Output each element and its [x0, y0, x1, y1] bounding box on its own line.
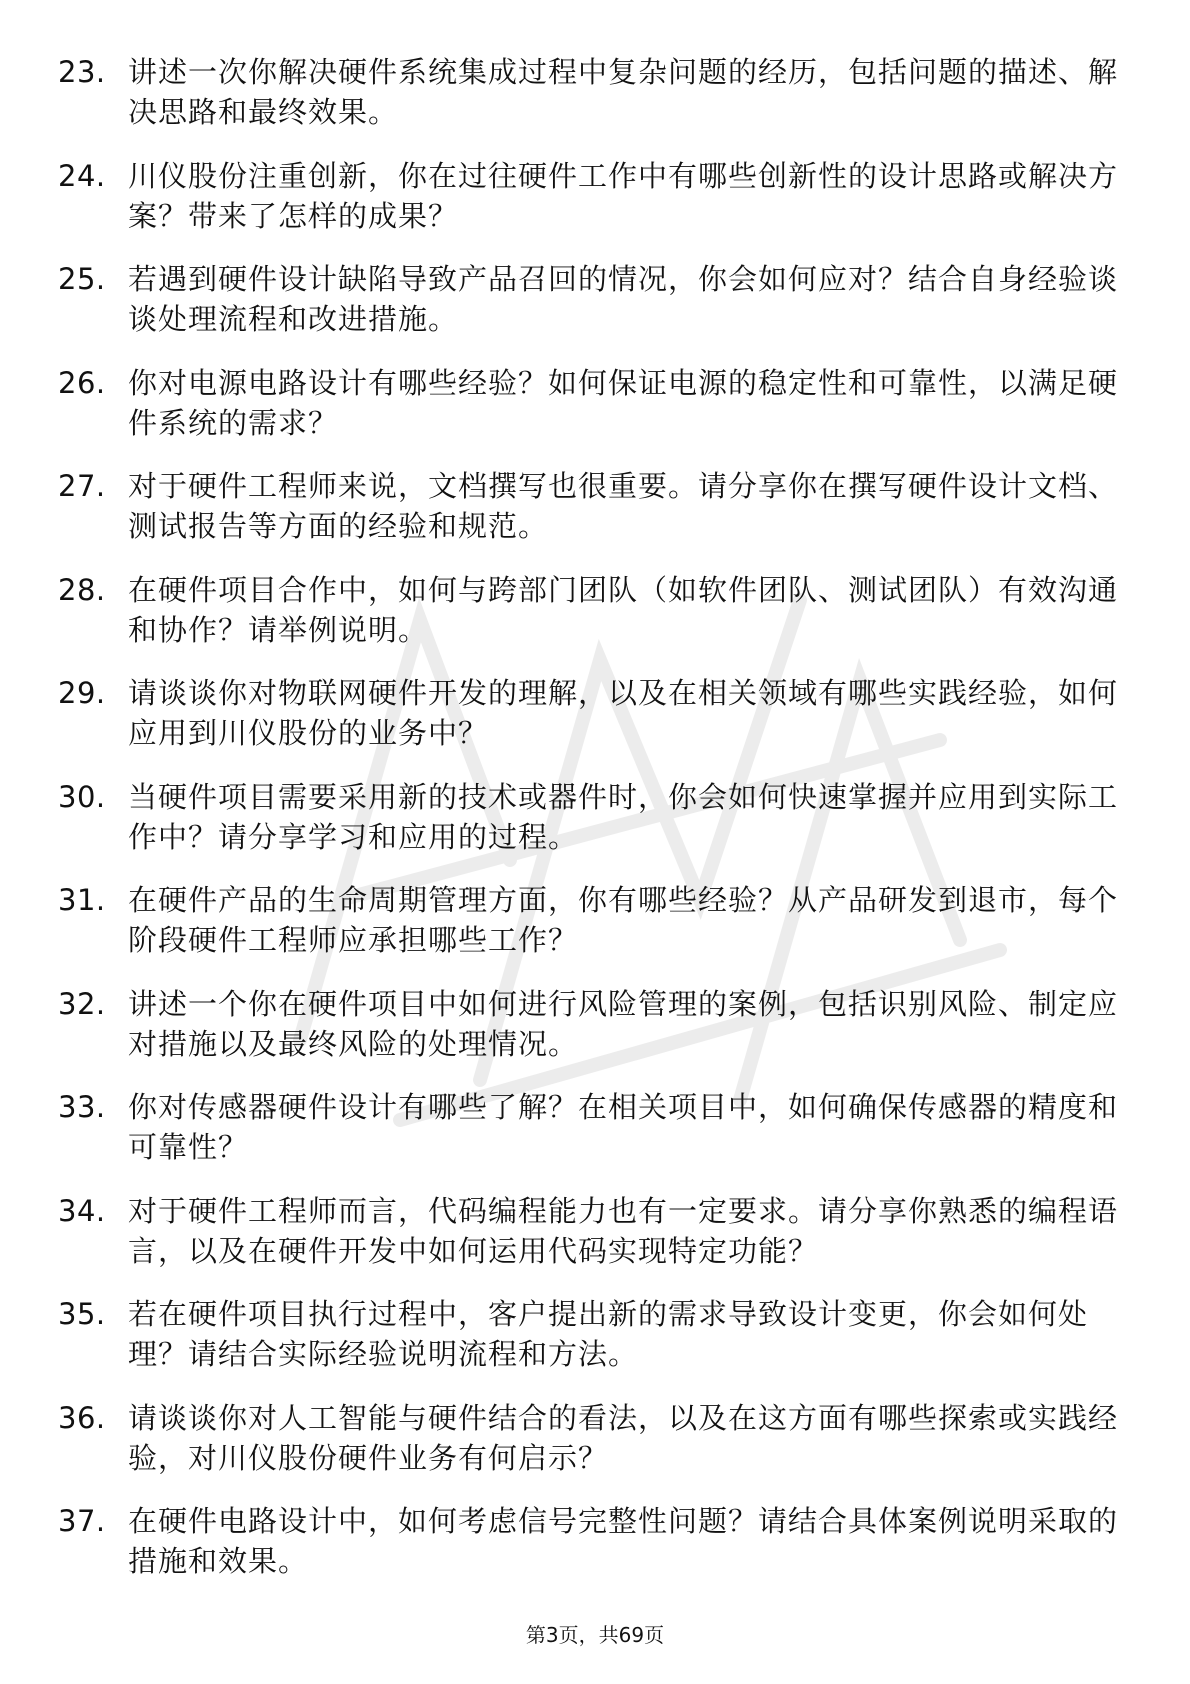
- question-item: [0, 52, 1190, 156]
- question-text: 讲述一个你在硬件项目中如何进行风险管理的案例，包括识别风险、制定应对措施以及最终风险的处理情况。: [128, 986, 1119, 1061]
- question-number: 36.: [58, 1400, 106, 1435]
- question-item: [0, 1087, 1190, 1191]
- question-list: [0, 52, 1190, 1605]
- question-number: 31.: [58, 883, 106, 917]
- question-text: 当硬件项目需要采用新的技术或器件时，你会如何快速掌握并应用到实际工作中？请分享学习和应用的过程。: [128, 779, 1119, 854]
- question-number: 23.: [58, 55, 106, 89]
- question-item: [0, 1191, 1190, 1295]
- question-item: [0, 156, 1190, 260]
- question-number: 25.: [58, 262, 106, 296]
- question-text: 你对传感器硬件设计有哪些了解？在相关项目中，如何确保传感器的精度和可靠性？: [128, 1090, 1119, 1164]
- question-item: [0, 363, 1190, 467]
- question-text: 你对电源电路设计有哪些经验？如何保证电源的稳定性和可靠性，以满足硬件系统的需求？: [128, 365, 1119, 440]
- question-item: [0, 259, 1190, 363]
- question-text: 在硬件产品的生命周期管理方面，你有哪些经验？从产品研发到退市，每个阶段硬件工程师应承担哪些工作？: [128, 883, 1119, 957]
- question-number: 34.: [58, 1193, 106, 1228]
- question-text: 讲述一次你解决硬件系统集成过程中复杂问题的经历，包括问题的描述、解决思路和最终效果。: [128, 55, 1119, 129]
- question-item: [0, 1294, 1190, 1398]
- question-number: 28.: [58, 572, 106, 607]
- question-number: 35.: [58, 1297, 106, 1331]
- question-number: 33.: [58, 1090, 106, 1124]
- question-number: 29.: [58, 676, 106, 710]
- question-text: 对于硬件工程师而言，代码编程能力也有一定要求。请分享你熟悉的编程语言，以及在硬件开发中如何运用代码实现特定功能？: [128, 1193, 1119, 1268]
- question-text: 若在硬件项目执行过程中，客户提出新的需求导致设计变更，你会如何处理？请结合实际经验说明流程和方法。: [128, 1297, 1089, 1371]
- question-item: [0, 1398, 1190, 1502]
- question-number: 30.: [58, 779, 106, 814]
- page-footer: 第3页，共69页: [525, 1623, 665, 1647]
- question-text: 若遇到硬件设计缺陷导致产品召回的情况，你会如何应对？结合自身经验谈谈处理流程和改进措施。: [128, 262, 1119, 336]
- question-text: 在硬件项目合作中，如何与跨部门团队（如软件团队、测试团队）有效沟通和协作？请举例说明。: [128, 572, 1119, 647]
- question-text: 请谈谈你对物联网硬件开发的理解，以及在相关领域有哪些实践经验，如何应用到川仪股份的业务中？: [128, 676, 1119, 750]
- question-item: [0, 570, 1190, 674]
- question-item: [0, 466, 1190, 570]
- question-number: 32.: [58, 986, 106, 1021]
- question-text: 请谈谈你对人工智能与硬件结合的看法，以及在这方面有哪些探索或实践经验，对川仪股份硬件业务有何启示？: [128, 1400, 1119, 1475]
- question-item: [0, 673, 1190, 777]
- question-number: 26.: [58, 365, 106, 400]
- question-item: [0, 880, 1190, 984]
- question-item: [0, 1501, 1190, 1605]
- question-number: 27.: [58, 469, 106, 503]
- question-number: 24.: [58, 158, 106, 193]
- question-text: 对于硬件工程师来说，文档撰写也很重要。请分享你在撰写硬件设计文档、测试报告等方面的经验和规范。: [128, 469, 1119, 543]
- question-item: [0, 984, 1190, 1088]
- question-item: [0, 777, 1190, 881]
- question-number: 37.: [58, 1504, 106, 1538]
- question-text: 川仪股份注重创新，你在过往硬件工作中有哪些创新性的设计思路或解决方案？带来了怎样的成果？: [128, 158, 1119, 233]
- question-text: 在硬件电路设计中，如何考虑信号完整性问题？请结合具体案例说明采取的措施和效果。: [128, 1504, 1119, 1578]
